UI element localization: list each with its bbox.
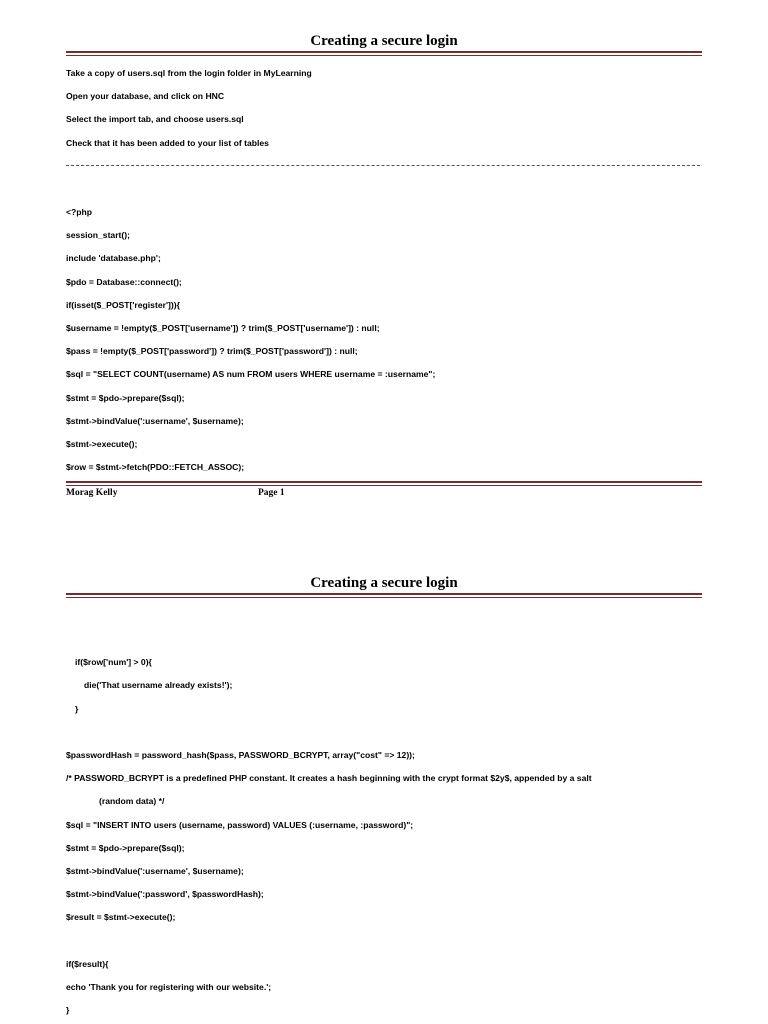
code-line: $stmt->bindValue(':password', $passwordHash); xyxy=(66,889,264,899)
code-line: $result = $stmt->execute(); xyxy=(66,912,176,922)
code-line: $username = !empty($_POST['username']) ? trim($_POST['username']) : null; xyxy=(66,323,380,333)
code-line: $sql = "SELECT COUNT(username) AS num FROM users WHERE username = :username"; xyxy=(66,369,436,379)
code-line: $stmt = $pdo->prepare($sql); xyxy=(66,843,185,853)
title-rule xyxy=(66,51,702,56)
footer-author: Morag Kelly xyxy=(66,488,118,498)
code-line: session_start(); xyxy=(66,230,130,240)
footer-page-number: Page 1 xyxy=(258,488,285,498)
code-line: } xyxy=(66,1005,70,1015)
code-line: echo 'Thank you for registering with our website.'; xyxy=(66,982,272,992)
code-line: } xyxy=(75,704,79,714)
instruction-line: Check that it has been added to your list of tables xyxy=(66,138,269,148)
code-line: $sql = "INSERT INTO users (username, password) VALUES (:username, :password)"; xyxy=(66,820,414,830)
title-rule xyxy=(66,593,702,598)
page-title: Creating a secure login xyxy=(310,33,458,49)
code-line: $stmt->bindValue(':username', $username); xyxy=(66,416,244,426)
code-line: if($result){ xyxy=(66,959,109,969)
code-line: $passwordHash = password_hash($pass, PASSWORD_BCRYPT, array("cost" => 12)); xyxy=(66,750,415,760)
code-line: die('That username already exists!'); xyxy=(84,680,233,690)
code-line: include 'database.php'; xyxy=(66,253,161,263)
page-title: Creating a secure login xyxy=(310,575,458,591)
code-comment-line: /* PASSWORD_BCRYPT is a predefined PHP constant. It creates a hash beginning with the crypt format $2y$, appended by a salt xyxy=(66,773,592,783)
code-line: <?php xyxy=(66,207,93,217)
code-comment-line: (random data) */ xyxy=(99,796,165,806)
instruction-line: Take a copy of users.sql from the login folder in MyLearning xyxy=(66,68,312,78)
instruction-line: Open your database, and click on HNC xyxy=(66,91,225,101)
code-line: $pdo = Database::connect(); xyxy=(66,277,182,287)
dashed-separator xyxy=(66,165,700,166)
code-line: $pass = !empty($_POST['password']) ? trim($_POST['password']) : null; xyxy=(66,346,358,356)
footer-rule xyxy=(66,481,702,486)
code-line: $row = $stmt->fetch(PDO::FETCH_ASSOC); xyxy=(66,462,245,472)
code-line: $stmt->bindValue(':username', $username); xyxy=(66,866,244,876)
code-line: if($row['num'] > 0){ xyxy=(75,657,152,667)
code-line: if(isset($_POST['register'])){ xyxy=(66,300,180,310)
code-line: $stmt->execute(); xyxy=(66,439,138,449)
instruction-line: Select the import tab, and choose users.sql xyxy=(66,114,244,124)
code-line: $stmt = $pdo->prepare($sql); xyxy=(66,393,185,403)
